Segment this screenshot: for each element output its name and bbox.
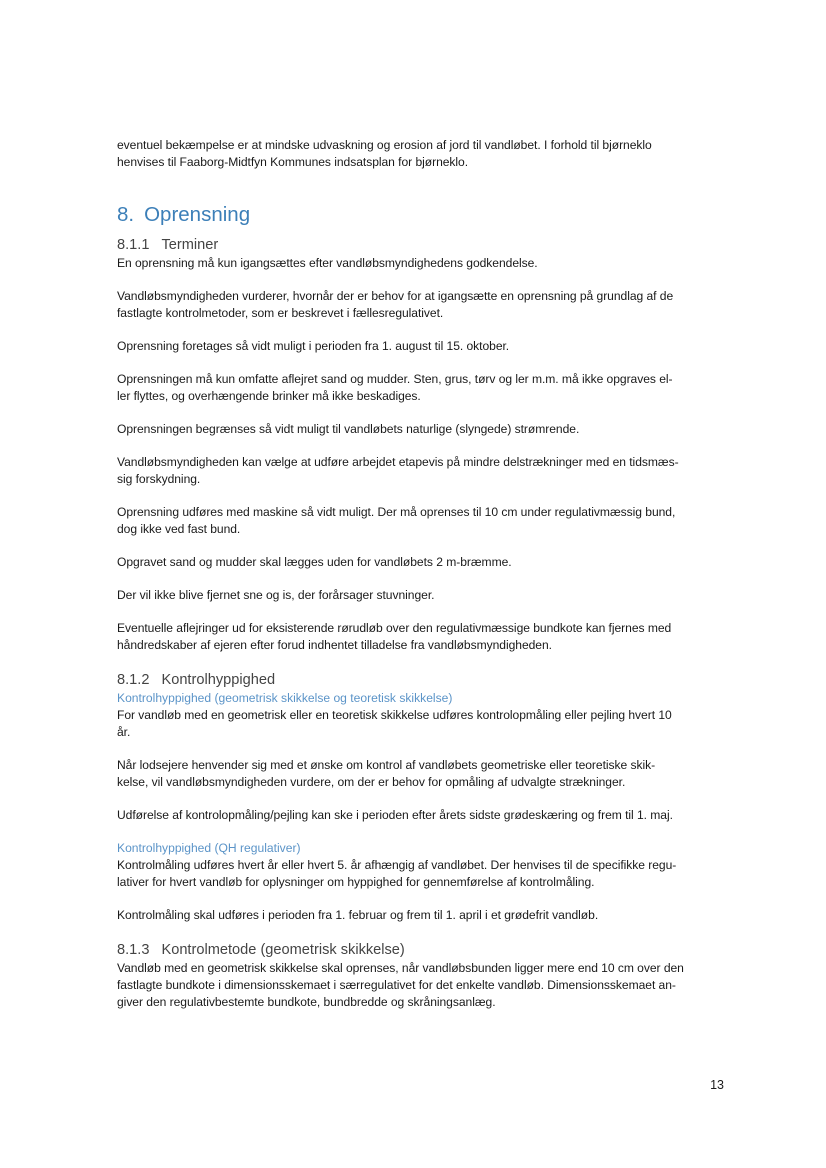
paragraph: Vandløbsmyndigheden vurderer, hvornår der er behov for at igangsætte en oprensning på grundlag af de fastlagte kontrolmetoder, som er beskrevet i fællesregulativet. bbox=[117, 289, 674, 320]
paragraph: En oprensning må kun igangsættes efter vandløbsmyndighedens godkendelse. bbox=[117, 256, 538, 270]
subsection-number: 8.1.1 bbox=[117, 237, 150, 253]
intro-paragraph: eventuel bekæmpelse er at mindske udvaskning og erosion af jord til vandløbet. I forhold til bjørneklo henvises til Faaborg-Midtfyn Kommunes indsatsplan for bjørneklo. bbox=[117, 138, 652, 169]
sub-heading-qh-regulatives: Kontrolhyppighed (QH regulativer) bbox=[117, 841, 301, 855]
paragraph: Udførelse af kontrolopmåling/pejling kan ske i perioden efter årets sidste grødeskæring og frem til 1. maj. bbox=[117, 808, 673, 822]
page-number: 13 bbox=[710, 1078, 724, 1092]
paragraph: Oprensning foretages så vidt muligt i perioden fra 1. august til 15. oktober. bbox=[117, 339, 510, 353]
paragraph: Kontrolmåling skal udføres i perioden fra 1. februar og frem til 1. april i et grødefrit vandløb. bbox=[117, 908, 599, 922]
section-heading-8 bbox=[117, 202, 722, 228]
subsection-title: Kontrolhyppighed bbox=[161, 672, 276, 688]
paragraph: Vandløb med en geometrisk skikkelse skal oprenses, når vandløbsbunden ligger mere end 10 cm over den fastlagte bundkote i dimensionsskemaet i særregulativet for det enkelte vandløb. Dimensionsskemaet an- giver den regulativbestemte bundkote, bundbredde og skråningsanlæg. bbox=[117, 961, 684, 1009]
subsection-number: 8.1.2 bbox=[117, 672, 150, 688]
page-content bbox=[117, 137, 722, 1011]
sub-heading-geometric-theoretical: Kontrolhyppighed (geometrisk skikkelse og teoretisk skikkelse) bbox=[117, 691, 453, 705]
subsection-title: Terminer bbox=[161, 237, 219, 253]
subsection-heading-8-1-1 bbox=[117, 236, 722, 255]
paragraph: Kontrolmåling udføres hvert år eller hvert 5. år afhængig af vandløbet. Der henvises til de specifikke regu- lativer for hvert vandløb for oplysninger om hyppighed for gennemførelse af kontrolmåling. bbox=[117, 858, 677, 889]
paragraph: Oprensning udføres med maskine så vidt muligt. Der må oprenses til 10 cm under regulativmæssig bund, dog ikke ved fast bund. bbox=[117, 505, 676, 536]
paragraph: Opgravet sand og mudder skal lægges uden for vandløbets 2 m-bræmme. bbox=[117, 555, 512, 569]
paragraph: Når lodsejere henvender sig med et ønske om kontrol af vandløbets geometriske eller teoretiske skik- kelse, vil vandløbsmyndigheden vurdere, om der er behov for opmåling af udvalgte strækninger. bbox=[117, 758, 656, 789]
paragraph: For vandløb med en geometrisk eller en teoretisk skikkelse udføres kontrolopmåling eller pejling hvert 10 år. bbox=[117, 708, 672, 739]
subsection-number: 8.1.3 bbox=[117, 942, 150, 958]
subsection-title: Kontrolmetode (geometrisk skikkelse) bbox=[161, 942, 405, 958]
paragraph: Der vil ikke blive fjernet sne og is, der forårsager stuvninger. bbox=[117, 588, 435, 602]
paragraph: Vandløbsmyndigheden kan vælge at udføre arbejdet etapevis på mindre delstrækninger med en tidsmæs- sig forskydning. bbox=[117, 455, 679, 486]
paragraph: Eventuelle aflejringer ud for eksisterende rørudløb over den regulativmæssige bundkote kan fjernes med håndredskaber af ejeren efter forud indhentet tilladelse fra vandløbsmyndigheden. bbox=[117, 621, 672, 652]
section-number: 8. bbox=[117, 203, 135, 226]
paragraph: Oprensningen begrænses så vidt muligt til vandløbets naturlige (slyngede) strømrende. bbox=[117, 422, 580, 436]
paragraph: Oprensningen må kun omfatte aflejret sand og mudder. Sten, grus, tørv og ler m.m. må ikke opgraves el- ler flyttes, og overhængende brinker må ikke beskadiges. bbox=[117, 372, 673, 403]
subsection-heading-8-1-3 bbox=[117, 941, 722, 960]
section-title: Oprensning bbox=[144, 203, 251, 226]
subsection-heading-8-1-2 bbox=[117, 671, 722, 690]
